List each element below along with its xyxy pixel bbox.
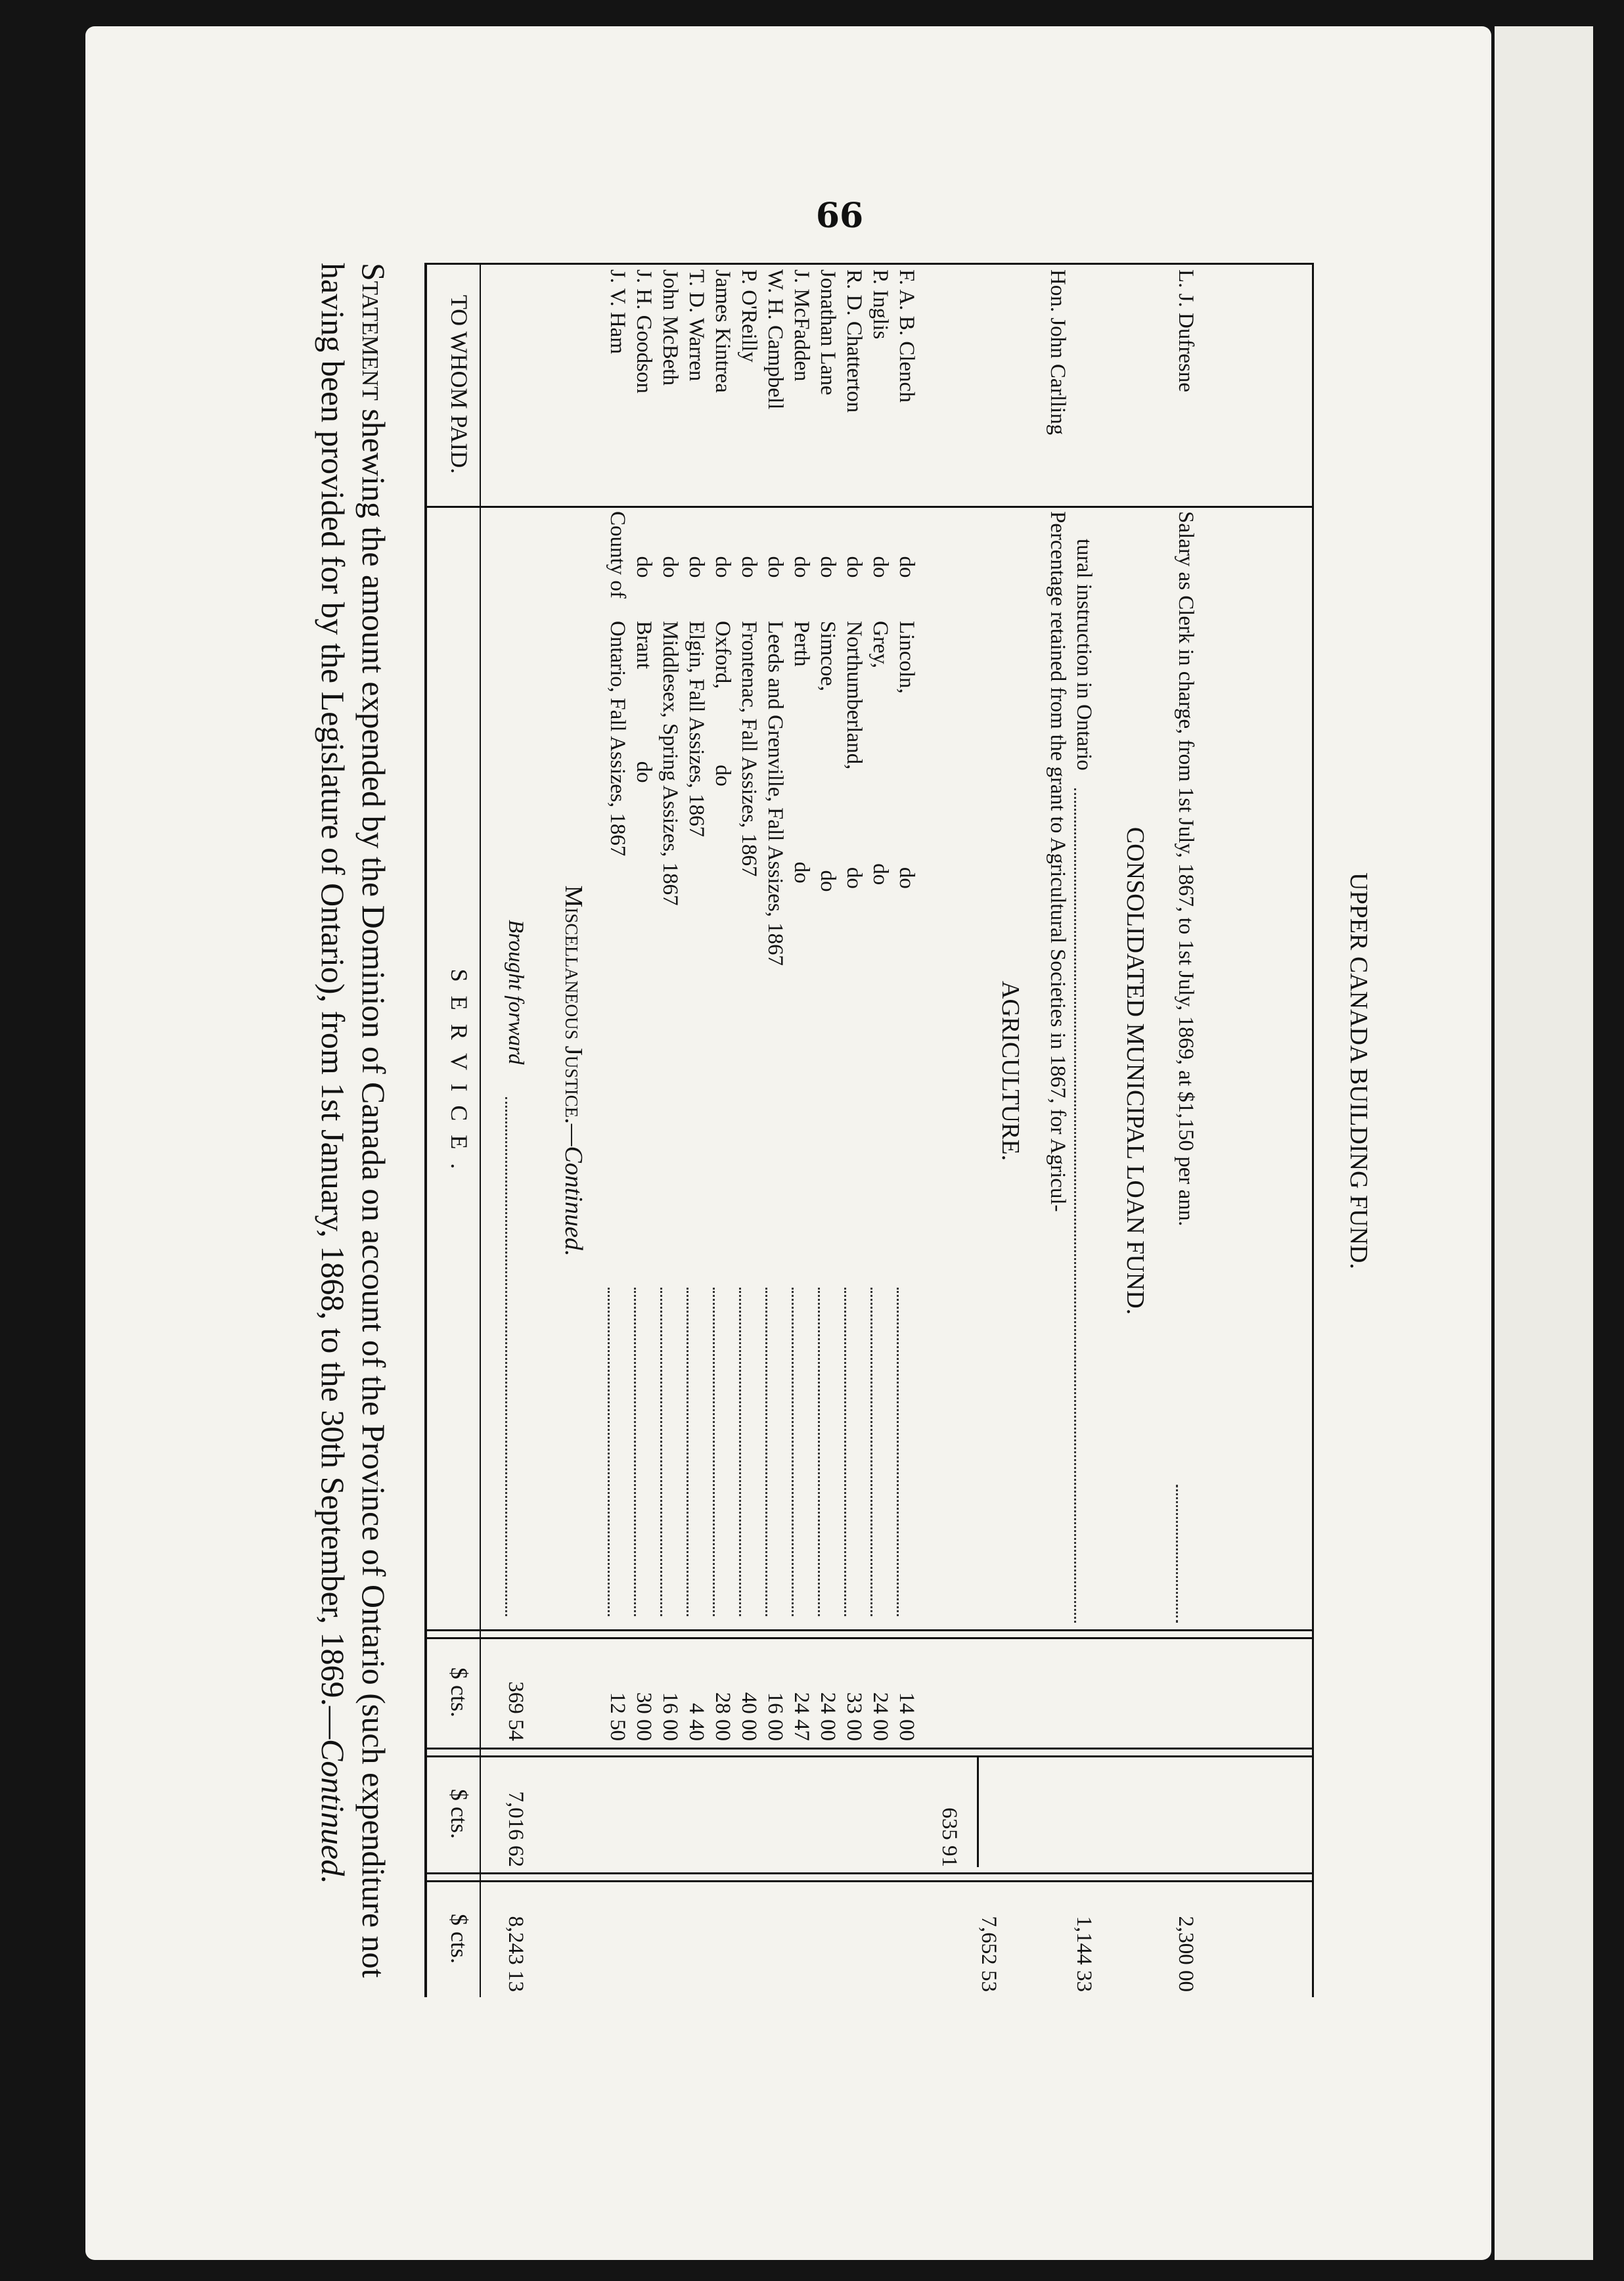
- misc-justice-title: [559, 512, 588, 1629]
- leader-dots: [1074, 788, 1076, 1623]
- header-col3: $ cts.: [446, 1914, 472, 1964]
- facing-page-edge: [1495, 26, 1593, 2260]
- municipal-loan-service: Salary as Clerk in charge, from 1st July, 1867, to 1st July, 1869, at $1,150 per ann.: [1174, 511, 1198, 1227]
- row-service: Oxford, do: [711, 621, 734, 787]
- row-amount: 16 00: [763, 1692, 787, 1741]
- municipal-loan-total: 2,300 00: [1174, 1916, 1198, 1992]
- municipal-loan-title: CONSOLIDATED MUNICIPAL LOAN FUND.: [1121, 826, 1149, 1315]
- row-county-prefix: do: [895, 556, 918, 578]
- leader-dots: [792, 1288, 794, 1616]
- row-payee: F. A. B. Clench: [895, 269, 918, 403]
- row-service: Elgin, Fall Assizes, 1867: [685, 621, 708, 838]
- leader-dots: [608, 1288, 610, 1616]
- header-rule: [480, 263, 481, 1997]
- leader-dots: [897, 1288, 899, 1616]
- statement-heading: [313, 263, 394, 1997]
- page-number: 66: [815, 196, 864, 236]
- row-amount: 24 00: [816, 1692, 840, 1741]
- row-county-prefix: do: [868, 556, 892, 578]
- brought-forward-col3: 8,243 13: [504, 1916, 528, 1992]
- row-amount: 28 00: [711, 1692, 734, 1741]
- subtotal-rule: [977, 1755, 979, 1867]
- leader-dots: [870, 1288, 872, 1616]
- row-payee: W. H. Campbell: [763, 269, 787, 410]
- row-amount: 40 00: [737, 1692, 761, 1741]
- next-section-title: UPPER CANADA BUILDING FUND.: [1345, 872, 1372, 1269]
- leader-dots: [765, 1288, 767, 1616]
- row-county-prefix: do: [816, 556, 840, 578]
- leader-dots: [687, 1288, 688, 1616]
- row-payee: J. H. Goodson: [632, 269, 656, 394]
- misc-justice-total: 7,652 53: [977, 1916, 1001, 1992]
- leader-dots: [739, 1288, 741, 1616]
- row-payee: Jonathan Lane: [816, 269, 840, 395]
- header-to-whom-paid: TO WHOM PAID.: [446, 294, 472, 474]
- row-payee: P. O'Reilly: [737, 269, 761, 363]
- row-amount: 33 00: [842, 1692, 866, 1741]
- table-top-rule: [424, 263, 427, 1997]
- table-bottom-rule: [1312, 263, 1314, 1997]
- row-payee: P. Inglis: [868, 269, 892, 340]
- agriculture-total: 1,144 33: [1072, 1916, 1096, 1992]
- row-service: Perth do: [790, 621, 813, 884]
- row-county-prefix: County of: [606, 511, 629, 598]
- row-county-prefix: do: [763, 556, 787, 578]
- heading-continued: Continued.: [315, 1739, 351, 1884]
- row-amount: 16 00: [658, 1692, 682, 1741]
- misc-justice-continued: —Continued.: [560, 1123, 587, 1257]
- row-service: Grey, do: [868, 621, 892, 886]
- brought-forward-col2: 7,016 62: [504, 1791, 528, 1867]
- row-service: Northumberland, do: [842, 621, 866, 889]
- agriculture-service-line1: Percentage retained from the grant to Agricultural Societies in 1867, for Agricul-: [1046, 511, 1070, 1212]
- row-payee: J. McFadden: [790, 269, 813, 382]
- leader-dots: [713, 1288, 715, 1616]
- row-payee: T. D. Warren: [685, 269, 708, 382]
- municipal-loan-payee: L. J. Dufresne: [1174, 269, 1198, 392]
- leader-dots: [634, 1288, 636, 1616]
- row-service: Leeds and Grenville, Fall Assizes, 1867: [763, 621, 787, 966]
- row-amount: 12 50: [606, 1692, 629, 1741]
- row-payee: John McBeth: [658, 269, 682, 386]
- row-payee: R. D. Chatterton: [842, 269, 866, 413]
- misc-justice-subtotal: 635 91: [937, 1807, 961, 1867]
- row-county-prefix: do: [711, 556, 734, 578]
- agriculture-payee: Hon. John Carlling: [1046, 269, 1070, 436]
- brought-forward-label: Brought forward: [504, 920, 528, 1065]
- row-county-prefix: do: [790, 556, 813, 578]
- leader-dots: [818, 1288, 820, 1616]
- row-amount: 24 00: [868, 1692, 892, 1741]
- statement-table: [237, 263, 1372, 1997]
- row-service: Ontario, Fall Assizes, 1867: [606, 621, 629, 857]
- row-county-prefix: do: [842, 556, 866, 578]
- row-county-prefix: do: [632, 556, 656, 578]
- row-amount: 30 00: [632, 1692, 656, 1741]
- row-amount: 14 00: [895, 1692, 918, 1741]
- row-amount: 4 40: [685, 1703, 708, 1741]
- row-payee: James Kintrea: [711, 269, 734, 393]
- brought-forward-col1: 369 54: [504, 1681, 528, 1741]
- row-service: Lincoln, do: [895, 621, 918, 889]
- leader-dots: [505, 1097, 507, 1616]
- row-county-prefix: do: [658, 556, 682, 578]
- leader-dots: [660, 1288, 662, 1616]
- row-payee: J. V. Ham: [606, 269, 629, 354]
- row-service: Middlesex, Spring Assizes, 1867: [658, 621, 682, 906]
- header-col1: $ cts.: [446, 1667, 472, 1717]
- leader-dots: [844, 1288, 846, 1616]
- row-service: Simcoe, do: [816, 621, 840, 892]
- agriculture-service-line2: tural instruction in Ontario: [1072, 539, 1096, 771]
- row-county-prefix: do: [737, 556, 761, 578]
- agriculture-title: AGRICULTURE.: [997, 980, 1024, 1162]
- row-county-prefix: do: [685, 556, 708, 578]
- col-sep-payee: [427, 506, 1314, 508]
- header-col2: $ cts.: [446, 1789, 472, 1839]
- header-service: S E R V I C E .: [446, 968, 472, 1173]
- heading-lead: Statement: [355, 263, 392, 401]
- row-service: Frontenac, Fall Assizes, 1867: [737, 621, 761, 877]
- col-sep: [427, 263, 1314, 265]
- row-amount: 24 47: [790, 1692, 813, 1741]
- col-sep-amount2: [427, 1748, 1314, 1757]
- misc-justice-label: Miscellaneous Justice.: [560, 885, 587, 1124]
- leader-dots: [1176, 1485, 1178, 1623]
- heading-text: shewing the amount expended by the Dominion of Canada on account of the Province of Ontario (such expenditure not having been provided for by the Legislature of Ontario), from 1st January, 1868, to the 30th September, 1869.—: [315, 263, 392, 1978]
- row-service: Brant do: [632, 621, 656, 783]
